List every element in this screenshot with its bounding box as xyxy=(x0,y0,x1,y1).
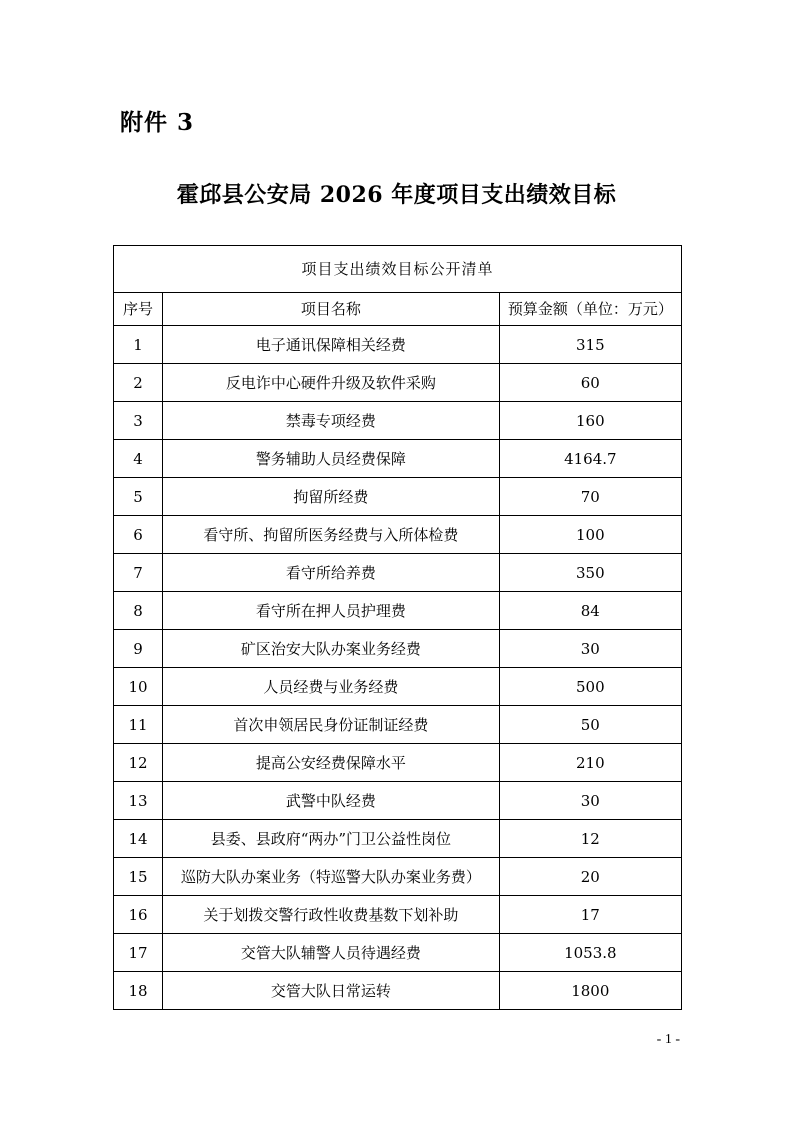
project-name: 看守所在押人员护理费 xyxy=(163,592,500,630)
budget-amount: 30 xyxy=(499,630,681,668)
row-number: 5 xyxy=(114,478,163,516)
row-number: 1 xyxy=(114,326,163,364)
project-name: 交管大队辅警人员待遇经费 xyxy=(163,934,500,972)
row-number: 14 xyxy=(114,820,163,858)
project-name: 交管大队日常运转 xyxy=(163,972,500,1010)
row-number: 15 xyxy=(114,858,163,896)
table-row xyxy=(114,896,682,934)
budget-amount: 500 xyxy=(499,668,681,706)
row-number: 12 xyxy=(114,744,163,782)
project-name: 看守所、拘留所医务经费与入所体检费 xyxy=(163,516,500,554)
project-name: 矿区治安大队办案业务经费 xyxy=(163,630,500,668)
project-name: 反电诈中心硬件升级及软件采购 xyxy=(163,364,500,402)
project-name: 武警中队经费 xyxy=(163,782,500,820)
project-name: 首次申领居民身份证制证经费 xyxy=(163,706,500,744)
table-header-row xyxy=(114,293,682,326)
project-name: 巡防大队办案业务（特巡警大队办案业务费） xyxy=(163,858,500,896)
budget-amount: 160 xyxy=(499,402,681,440)
table-row xyxy=(114,972,682,1010)
table-row xyxy=(114,668,682,706)
table-row xyxy=(114,858,682,896)
project-name: 人员经费与业务经费 xyxy=(163,668,500,706)
header-name: 项目名称 xyxy=(163,293,500,326)
budget-amount: 1800 xyxy=(499,972,681,1010)
table-row xyxy=(114,744,682,782)
table-caption-row xyxy=(114,246,682,293)
row-number: 2 xyxy=(114,364,163,402)
row-number: 11 xyxy=(114,706,163,744)
budget-amount: 20 xyxy=(499,858,681,896)
row-number: 9 xyxy=(114,630,163,668)
project-name: 看守所给养费 xyxy=(163,554,500,592)
row-number: 3 xyxy=(114,402,163,440)
table-row xyxy=(114,478,682,516)
project-name: 县委、县政府“两办”门卫公益性岗位 xyxy=(163,820,500,858)
table-row xyxy=(114,364,682,402)
project-name: 警务辅助人员经费保障 xyxy=(163,440,500,478)
project-name: 关于划拨交警行政性收费基数下划补助 xyxy=(163,896,500,934)
budget-amount: 1053.8 xyxy=(499,934,681,972)
row-number: 6 xyxy=(114,516,163,554)
row-number: 10 xyxy=(114,668,163,706)
table-row xyxy=(114,516,682,554)
table-row xyxy=(114,592,682,630)
table-row xyxy=(114,326,682,364)
table-caption: 项目支出绩效目标公开清单 xyxy=(114,246,682,293)
page-number: - 1 - xyxy=(656,1032,680,1047)
budget-amount: 315 xyxy=(499,326,681,364)
budget-table xyxy=(113,245,682,1010)
row-number: 16 xyxy=(114,896,163,934)
row-number: 4 xyxy=(114,440,163,478)
row-number: 13 xyxy=(114,782,163,820)
project-name: 禁毒专项经费 xyxy=(163,402,500,440)
table-row xyxy=(114,782,682,820)
table-row xyxy=(114,706,682,744)
budget-amount: 4164.7 xyxy=(499,440,681,478)
project-name: 提高公安经费保障水平 xyxy=(163,744,500,782)
attachment-label: 附件 3 xyxy=(120,109,195,136)
header-no: 序号 xyxy=(114,293,163,326)
budget-amount: 100 xyxy=(499,516,681,554)
budget-amount: 70 xyxy=(499,478,681,516)
row-number: 17 xyxy=(114,934,163,972)
table-row xyxy=(114,440,682,478)
row-number: 8 xyxy=(114,592,163,630)
table-row xyxy=(114,630,682,668)
table-row xyxy=(114,934,682,972)
header-amount: 预算金额（单位：万元） xyxy=(499,293,681,326)
table-row xyxy=(114,554,682,592)
budget-amount: 17 xyxy=(499,896,681,934)
budget-amount: 84 xyxy=(499,592,681,630)
row-number: 18 xyxy=(114,972,163,1010)
document-title: 霍邱县公安局 2026 年度项目支出绩效目标 xyxy=(176,182,617,208)
budget-amount: 30 xyxy=(499,782,681,820)
table-row xyxy=(114,820,682,858)
budget-amount: 12 xyxy=(499,820,681,858)
budget-amount: 210 xyxy=(499,744,681,782)
budget-amount: 60 xyxy=(499,364,681,402)
budget-amount: 350 xyxy=(499,554,681,592)
table-row xyxy=(114,402,682,440)
budget-amount: 50 xyxy=(499,706,681,744)
project-name: 电子通讯保障相关经费 xyxy=(163,326,500,364)
project-name: 拘留所经费 xyxy=(163,478,500,516)
row-number: 7 xyxy=(114,554,163,592)
